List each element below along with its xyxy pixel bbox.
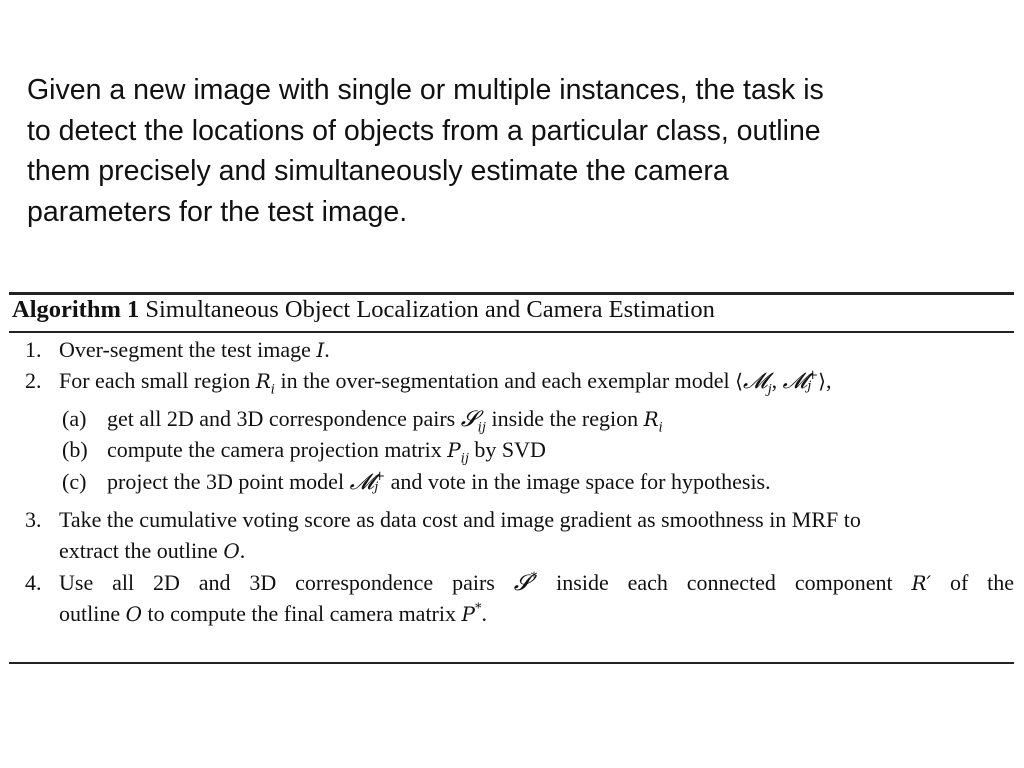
algorithm-bottom-rule (9, 662, 1014, 664)
intro-line: to detect the locations of objects from a particular class, outline (27, 114, 821, 147)
step-text: outline (59, 601, 121, 626)
intro-paragraph (27, 70, 1002, 232)
algorithm-top-rule (9, 292, 1014, 295)
algorithm-title (12, 296, 715, 324)
step-text: in the over-segmentation and each exemplar model (280, 368, 730, 393)
algorithm-title-text: Simultaneous Object Localization and Camera Estimation (145, 296, 715, 323)
step-text: extract the outline (59, 538, 218, 563)
substep-number: (c) (62, 469, 87, 494)
algorithm-step-1: 1. Over-segment the test image I. (25, 337, 330, 362)
intro-line: parameters for the test image. (27, 195, 408, 228)
substep-number: (b) (62, 437, 88, 462)
substep-text: compute the camera projection matrix (107, 437, 442, 462)
substep-text: project the 3D point model (107, 469, 345, 494)
algorithm-substep-b: (b) compute the camera projection matrix $P_{ij}$ by SVD (62, 437, 546, 467)
algorithm-step-3-cont: extract the outline O. (59, 538, 246, 563)
step-number: 1. (25, 337, 42, 362)
algorithm-label: Algorithm 1 (12, 296, 140, 323)
step-number: 2. (25, 368, 42, 393)
step-text: Over-segment the test image (59, 337, 311, 362)
algorithm-substep-c: (c) project the 3D point model 𝓜 + j and vote in the image space for hypothesis. (62, 468, 771, 495)
substep-number: (a) (62, 406, 87, 431)
substep-text: by SVD (474, 437, 546, 462)
step-text: to compute the final camera matrix (147, 601, 456, 626)
algorithm-step-2: 2. For each small region $R_i$ in the over-segmentation and each exemplar model ⟨𝓜$_j$, 𝓜 + j ⟩, (25, 367, 832, 398)
algorithm-step-3 (25, 507, 861, 533)
substep-text: and vote in the image space for hypothesis. (390, 469, 771, 494)
step-text: inside each connected component (556, 570, 893, 595)
step-text: Use all 2D and 3D correspondence pairs (59, 570, 495, 595)
algorithm-header-rule (9, 331, 1014, 333)
algorithm-substep-a: (a) get all 2D and 3D correspondence pairs 𝓢$_{ij}$ inside the region $R_i$ (62, 406, 663, 436)
step-text: of the (949, 570, 1015, 595)
step-number: 3. (25, 507, 42, 532)
algorithm-step-4: 4. Use all 2D and 3D correspondence pairs 𝓢* inside each connected component R′ of the (25, 570, 1015, 596)
substep-text: inside the region (491, 406, 639, 431)
intro-line: them precisely and simultaneously estimate the camera (27, 155, 729, 188)
intro-line: Given a new image with single or multiple instances, the task is (27, 74, 824, 106)
step-text: For each small region (59, 368, 251, 393)
substep-text: get all 2D and 3D correspondence pairs (107, 406, 456, 431)
step-number: 4. (25, 570, 42, 595)
step-text: Take the cumulative voting score as data cost and image gradient as smoothness in MRF to (59, 507, 861, 532)
algorithm-step-4-cont: outline O to compute the final camera matrix P*. (59, 601, 487, 626)
